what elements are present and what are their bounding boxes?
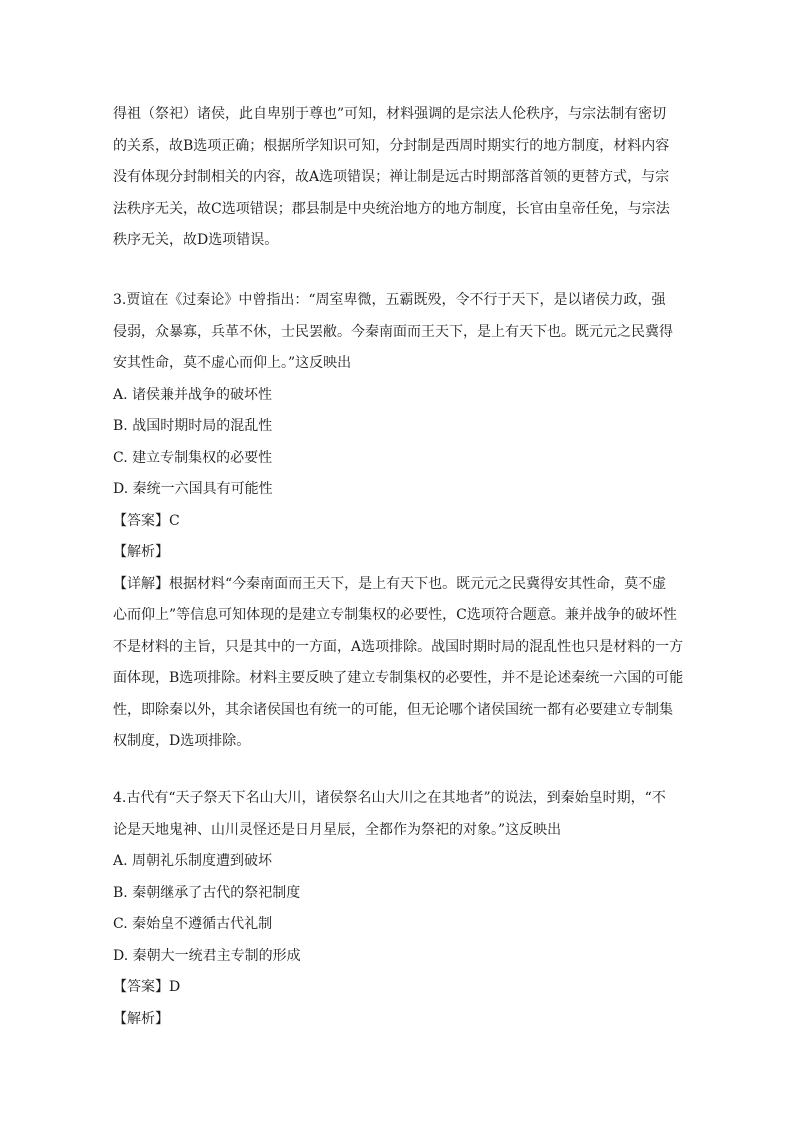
detail-line: 性，即除秦以外，其余诸侯国也有统一的可能，但无论哪个诸侯国统一都有必要建立专制集: [113, 701, 673, 718]
analysis-label: 【解析】: [113, 1010, 169, 1027]
text-line: 秩序无关，故D选项错误。: [113, 232, 279, 248]
intro-paragraph: [113, 99, 689, 257]
detail-line: 【详解】根据材料“今秦南面而王天下，是上有天下也。既元元之民冀得安其性命，莫不虚: [113, 575, 667, 592]
text-line: 没有体现分封制相关的内容，故A选项错误；禅让制是远古时期部落首领的更替方式，与宗: [113, 169, 670, 185]
option-c: C. 建立专制集权的必要性: [113, 449, 273, 466]
text-line: 的关系，故B选项正确；根据所学知识可知，分封制是西周时期实行的地方制度，材料内容: [113, 137, 670, 154]
option-d: D. 秦朝大一统君主专制的形成: [113, 947, 301, 964]
question-stem-line: 侵弱，众暴寡，兵革不休，士民罢敝。今秦南面而王天下，是上有天下也。既元元之民冀得: [113, 323, 673, 340]
question-stem-line: 3.贾谊在《过秦论》中曾指出：“周室卑微，五霸既殁，令不行于天下，是以诸侯力政，强: [113, 292, 666, 308]
option-c: C. 秦始皇不遵循古代礼制: [113, 916, 273, 932]
detail-line: 不是材料的主旨，只是其中的一方面，A选项排除。战国时期时局的混乱性也只是材料的一方: [113, 638, 684, 655]
answer-label: 【答案】C: [113, 512, 180, 529]
detail-line: 面体现，B选项排除。材料主要反映了建立专制集权的必要性，并不是论述秦统一六国的可能: [113, 670, 684, 686]
question-3: [113, 285, 689, 758]
text-line: 法秩序无关，故C选项错误；郡县制是中央统治地方的地方制度，长官由皇帝任免，与宗法: [113, 200, 670, 217]
option-b: B. 秦朝继承了古代的祭祀制度: [113, 884, 301, 901]
option-b: B. 战国时期时局的混乱性: [113, 418, 273, 434]
option-a: A. 诸侯兼并战争的破坏性: [113, 386, 273, 403]
text-line: 得祖（祭祀）诸侯，此自卑别于尊也”可知，材料强调的是宗法人伦秩序，与宗法制有密切: [113, 106, 667, 122]
detail-line: 心而仰上”等信息可知体现的是建立专制集权的必要性，C选项符合题意。兼并战争的破坏性: [113, 607, 677, 623]
answer-label: 【答案】D: [113, 979, 181, 995]
question-stem-line: 4.古代有“天子祭天下名山大川，诸侯祭名山大川之在其地者”的说法，到秦始皇时期，“不: [113, 790, 666, 806]
option-d: D. 秦统一六国具有可能性: [113, 481, 273, 497]
question-stem-line: 论是天地鬼神、山川灵怪还是日月星辰，全都作为祭祀的对象。”这反映出: [113, 821, 562, 838]
question-stem-line: 安其性命，莫不虚心而仰上。”这反映出: [113, 355, 352, 371]
question-4: [113, 783, 689, 1035]
detail-line: 权制度，D选项排除。: [113, 733, 251, 749]
option-a: A. 周朝礼乐制度遭到破坏: [113, 853, 273, 869]
analysis-label: 【解析】: [113, 544, 169, 560]
